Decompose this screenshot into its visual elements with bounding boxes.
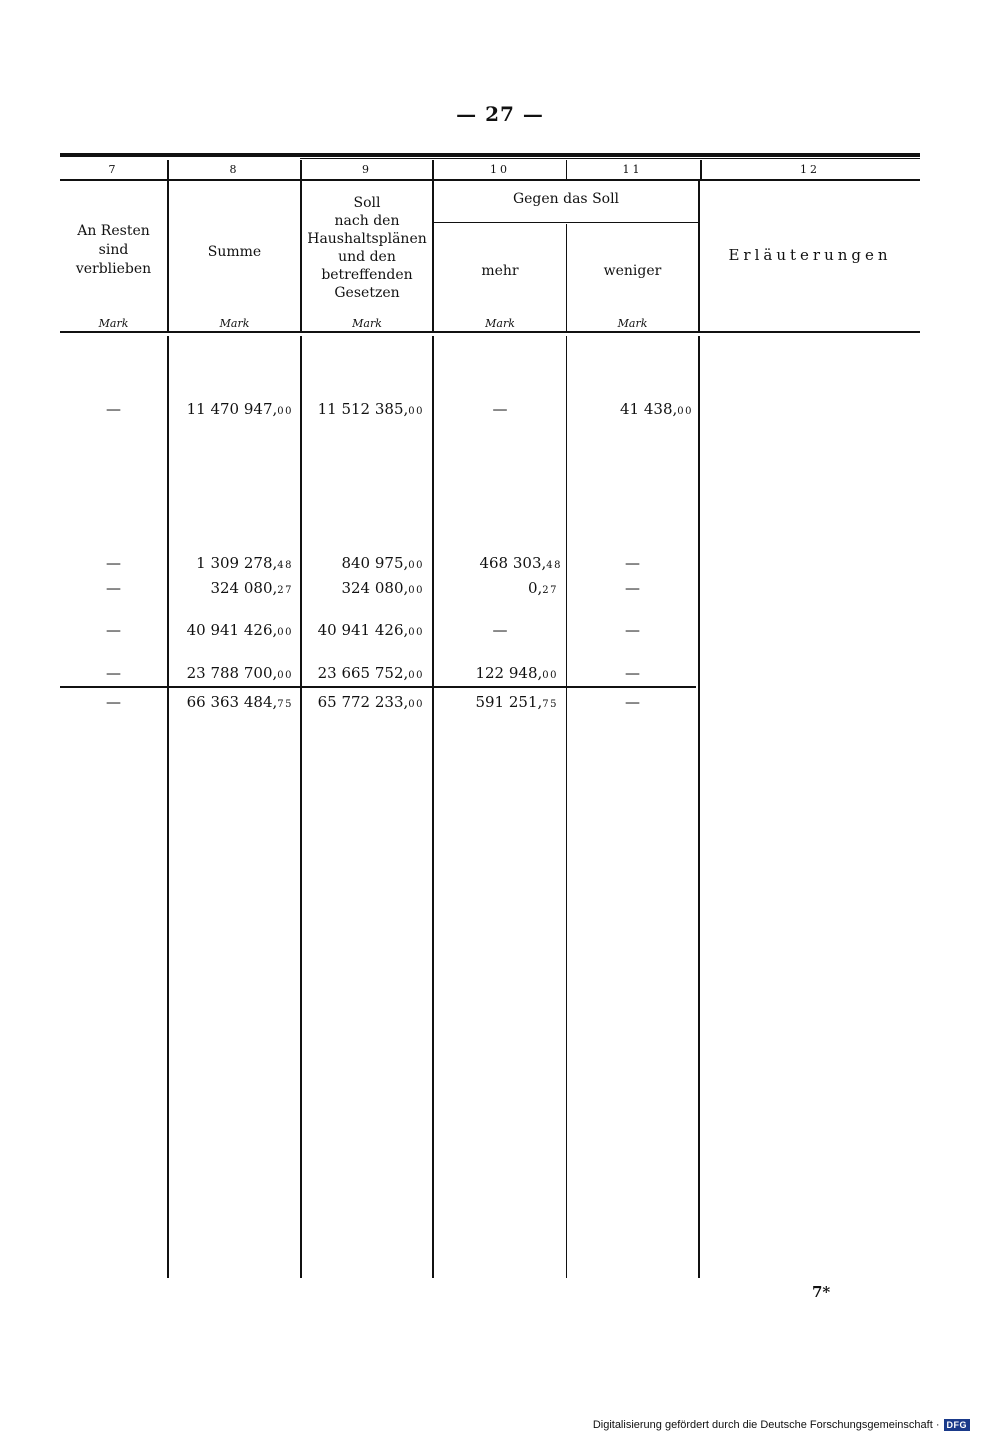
row3-c9-dec: 00 — [408, 585, 424, 596]
col10-unit: Mark — [485, 317, 515, 330]
total-c9-dec: 00 — [408, 699, 424, 710]
row2-c8-dec: 48 — [277, 560, 293, 571]
row2-c9-int: 840 975, — [341, 554, 409, 572]
page-number: — 27 — — [456, 102, 544, 126]
row2-c10-int: 468 303, — [479, 554, 547, 572]
col7-header — [60, 222, 167, 279]
row4-c8 — [169, 621, 293, 639]
row2-c10 — [434, 554, 562, 572]
row3-c10 — [434, 579, 558, 597]
col7-unit: Mark — [98, 317, 129, 330]
total-c8-int: 66 363 484, — [186, 693, 278, 711]
row3-c10-int: 0, — [527, 579, 543, 597]
row4-c9 — [302, 621, 424, 639]
vrule-body-11-12 — [698, 336, 700, 1278]
header-bottom-rule — [60, 331, 920, 333]
row1-c7: — — [106, 400, 121, 418]
row3-c9-int: 324 080, — [341, 579, 409, 597]
row1-c10: — — [492, 400, 508, 418]
row1-c11-dec: 00 — [677, 406, 693, 417]
row2-c7: — — [106, 554, 121, 572]
total-c9 — [302, 693, 424, 711]
col9-header-line4: und den — [338, 249, 396, 265]
col7-header-line1: An Resten — [77, 223, 150, 239]
signature-mark: 7* — [812, 1283, 831, 1301]
vrule-body-7-8 — [167, 336, 169, 1278]
row4-c10: — — [492, 621, 508, 639]
top-rule-thin — [300, 158, 920, 159]
group-header: Gegen das Soll — [512, 191, 620, 207]
total-c8 — [169, 693, 293, 711]
col7-header-line2: sind — [98, 242, 129, 258]
row4-c9-int: 40 941 426, — [317, 621, 409, 639]
col12-header: Erläuterungen — [728, 246, 892, 264]
row4-c7: — — [106, 621, 121, 639]
row2-c8 — [169, 554, 293, 572]
total-c8-dec: 75 — [277, 699, 293, 710]
col9-header — [302, 194, 432, 302]
row5-c10-dec: 00 — [542, 670, 558, 681]
row3-c11: — — [625, 579, 640, 597]
total-c10 — [434, 693, 558, 711]
row1-c8 — [169, 400, 293, 418]
vrule-body-9-10 — [432, 336, 434, 1278]
col9-header-line6: Gesetzen — [334, 285, 400, 301]
col9-header-line3: Haushaltsplänen — [307, 231, 427, 247]
total-c9-int: 65 772 233, — [317, 693, 409, 711]
colnum-8: 8 — [229, 163, 240, 176]
row1-c9-dec: 00 — [408, 406, 424, 417]
row1-c9-int: 11 512 385, — [317, 400, 409, 418]
row2-c9 — [302, 554, 424, 572]
row4-c8-int: 40 941 426, — [186, 621, 278, 639]
total-c11: — — [625, 693, 640, 711]
row2-c11: — — [625, 554, 640, 572]
top-rule — [60, 153, 920, 157]
colnum-9: 9 — [362, 163, 372, 176]
group-rule — [434, 222, 698, 223]
col11-header: weniger — [603, 263, 662, 279]
row3-c8-int: 324 080, — [210, 579, 278, 597]
col9-header-line2: nach den — [334, 213, 400, 229]
row4-c9-dec: 00 — [408, 627, 424, 638]
col9-header-line1: Soll — [353, 195, 381, 211]
row5-c7: — — [106, 664, 121, 682]
row3-c10-dec: 27 — [542, 585, 558, 596]
row2-c8-int: 1 309 278, — [196, 554, 278, 572]
row3-c9 — [302, 579, 424, 597]
row5-c8 — [169, 664, 293, 682]
row5-c10 — [434, 664, 558, 682]
row5-c8-dec: 00 — [277, 670, 293, 681]
col9-header-line5: betreffenden — [321, 267, 413, 283]
colnum-12: 12 — [800, 163, 820, 176]
row5-c9-int: 23 665 752, — [317, 664, 409, 682]
row3-c7: — — [106, 579, 121, 597]
col10-header: mehr — [481, 263, 519, 279]
row5-c8-int: 23 788 700, — [186, 664, 278, 682]
col8-unit: Mark — [219, 317, 250, 330]
vrule-body-8-9 — [300, 336, 302, 1278]
row5-c10-int: 122 948, — [475, 664, 543, 682]
row4-c11: — — [625, 621, 640, 639]
vrule-body-10-11 — [566, 336, 567, 1278]
total-rule — [60, 686, 696, 688]
colnum-11: 11 — [622, 163, 643, 176]
footer — [593, 1419, 970, 1431]
dfg-logo-icon: DFG — [944, 1419, 971, 1431]
col11-unit: Mark — [617, 317, 648, 330]
col9-unit: Mark — [352, 317, 382, 330]
colnum-7: 7 — [108, 163, 119, 176]
footer-text: Digitalisierung gefördert durch die Deutsche Forschungsgemeinschaft · — [592, 1419, 940, 1431]
row5-c11: — — [625, 664, 640, 682]
row1-c8-int: 11 470 947, — [186, 400, 278, 418]
colnum-10: 10 — [490, 163, 510, 176]
total-c10-dec: 75 — [542, 699, 558, 710]
row5-c9-dec: 00 — [408, 670, 424, 681]
row3-c8-dec: 27 — [277, 585, 293, 596]
row1-c9 — [302, 400, 424, 418]
row1-c8-dec: 00 — [277, 406, 293, 417]
total-c10-int: 591 251, — [475, 693, 543, 711]
row1-c11-int: 41 438, — [620, 400, 678, 418]
row3-c8 — [169, 579, 293, 597]
col7-header-line3: verblieben — [75, 261, 152, 277]
row1-c11 — [567, 400, 693, 418]
row5-c9 — [302, 664, 424, 682]
total-c7: — — [106, 693, 121, 711]
col8-header: Summe — [207, 244, 262, 260]
row2-c9-dec: 00 — [408, 560, 424, 571]
row2-c10-dec: 48 — [546, 560, 562, 571]
colnum-bottom-rule — [60, 179, 920, 181]
row4-c8-dec: 00 — [277, 627, 293, 638]
